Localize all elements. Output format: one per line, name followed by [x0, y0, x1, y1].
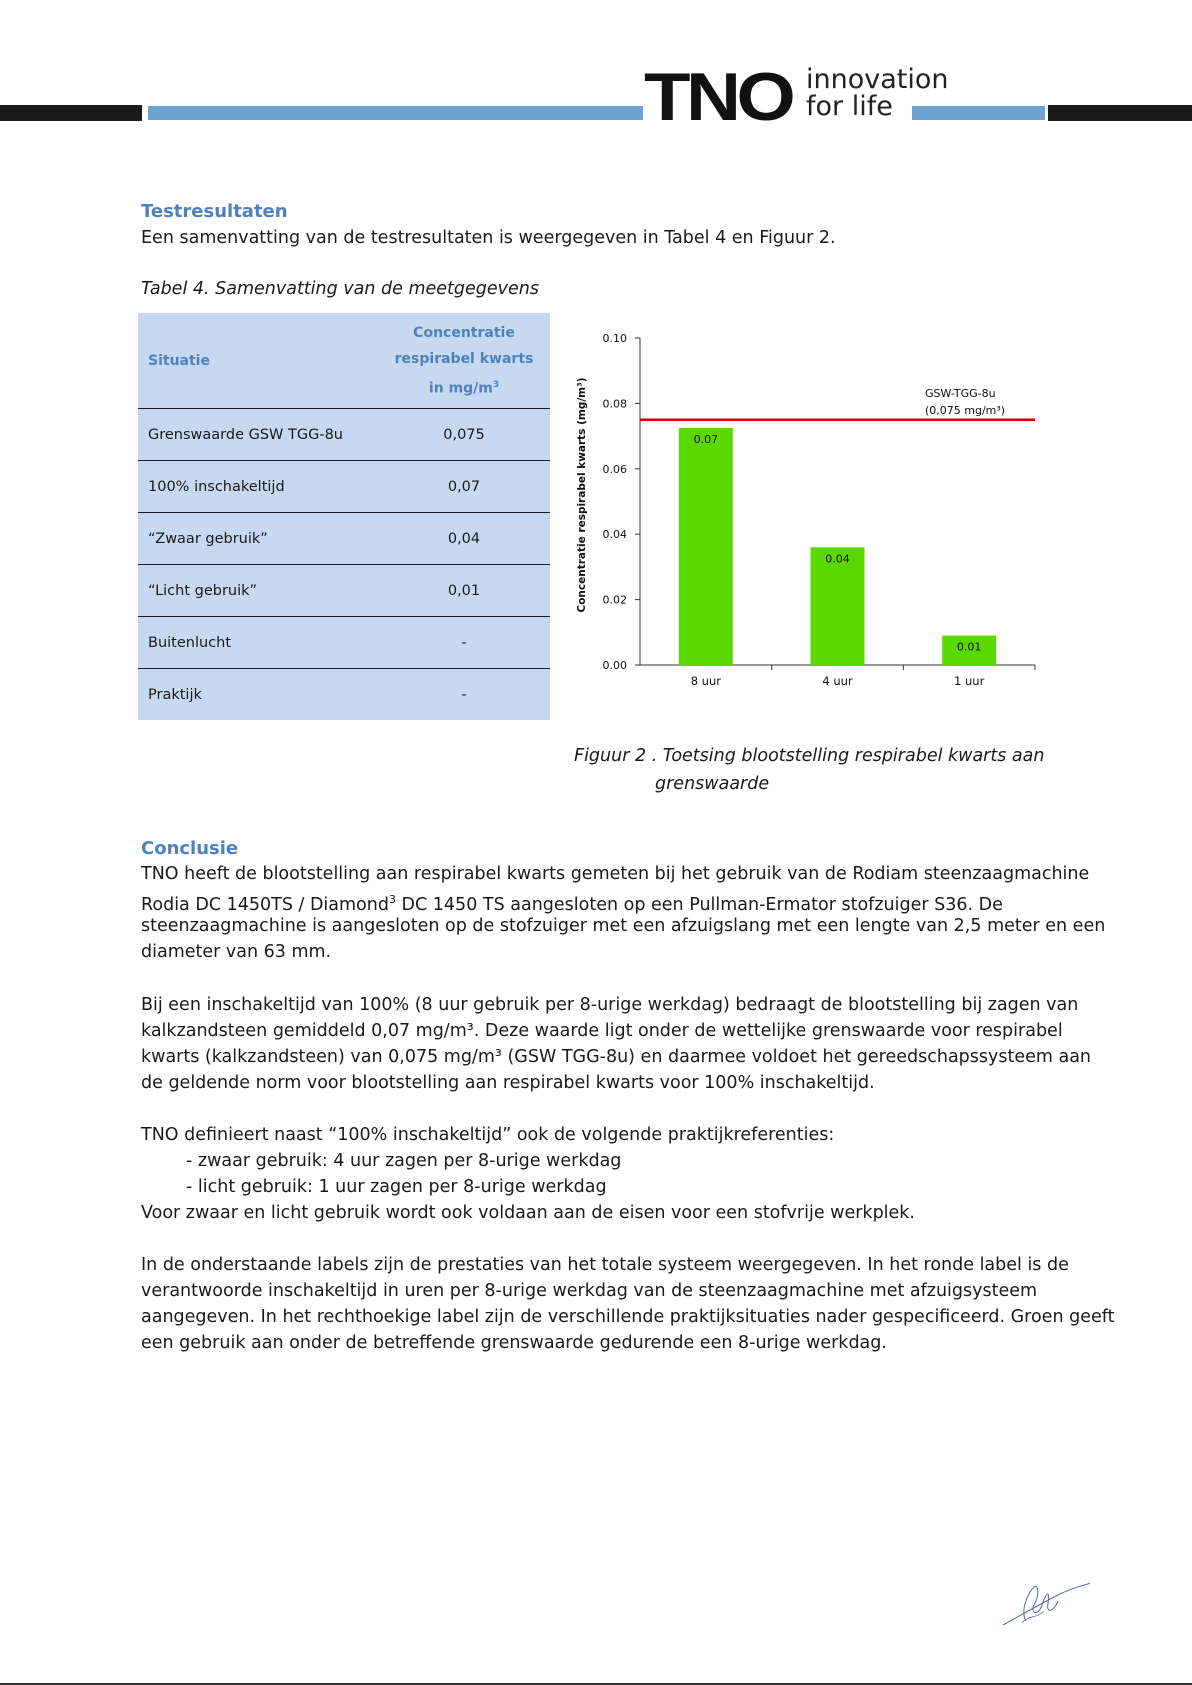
- tno-logo: TNO: [644, 59, 792, 135]
- bar-data-label: 0.04: [825, 552, 850, 566]
- conclusie-p4-line1: In de onderstaande labels zijn de prestaties van het totale systeem weergegeven. In het ronde label is de: [141, 1255, 1069, 1275]
- x-tick-label: 1 uur: [954, 674, 985, 688]
- tno-tagline: [806, 66, 949, 120]
- reference-line-label: GSW-TGG-8u: [925, 387, 996, 400]
- conclusie-p2-line3: kwarts (kalkzandsteen) van 0,075 mg/m³ (GSW TGG-8u) en daarmee voldoet het gereedschapssysteem aan: [141, 1047, 1092, 1067]
- header-situatie: Situatie: [138, 313, 378, 409]
- y-tick-label: 0.02: [602, 593, 627, 607]
- cell-situatie: 100% inschakeltijd: [138, 461, 378, 513]
- header-band-dark-left: [0, 105, 142, 121]
- cell-waarde: 0,075: [378, 409, 550, 461]
- bar: [679, 428, 733, 665]
- p1-line2-part2: DC 1450 TS aangesloten op een Pullman-Ermator stofzuiger S36. De: [395, 894, 1003, 915]
- cell-waarde: 0,07: [378, 461, 550, 513]
- section-title-conclusie: Conclusie: [141, 838, 239, 859]
- p1-line2-part1: Rodia DC 1450TS / Diamond: [141, 894, 389, 915]
- y-tick-label: 0.10: [602, 332, 627, 345]
- cell-waarde: 0,01: [378, 565, 550, 617]
- tagline-line1: innovation: [806, 64, 949, 95]
- x-tick-label: 8 uur: [690, 674, 721, 688]
- cell-situatie: Praktijk: [148, 686, 202, 703]
- cell-situatie: Buitenlucht: [138, 617, 378, 669]
- y-tick-label: 0.08: [602, 397, 627, 411]
- conclusie-p2-line2: kalkzandsteen gemiddeld 0,07 mg/m³. Deze waarde ligt onder de wettelijke grenswaarde voor respirabel: [141, 1021, 1063, 1041]
- cell-waarde: -: [378, 617, 550, 669]
- conclusie-p4-line2: verantwoorde inschakeltijd in uren per 8-urige werkdag van de steenzaagmachine met afzuigsysteem: [141, 1281, 1038, 1301]
- cell-situatie: “Zwaar gebruik”: [138, 513, 378, 565]
- conclusie-bullet-zwaar: - zwaar gebruik: 4 uur zagen per 8-urige werkdag: [186, 1151, 622, 1171]
- conclusie-p2-line1: Bij een inschakeltijd van 100% (8 uur gebruik per 8-urige werkdag) bedraagt de blootstelling bij zagen van: [141, 995, 1079, 1015]
- table-caption: Tabel 4. Samenvatting van de meetgegevens: [141, 279, 539, 299]
- p1-line2-sup: 3: [388, 893, 396, 906]
- section-title-testresultaten: Testresultaten: [141, 201, 288, 222]
- table-row: [138, 669, 550, 721]
- conclusie-p1-line3: steenzaagmachine is aangesloten op de stofzuiger met een afzuigslang met een lengte van 2,5 meter en een: [141, 916, 1106, 936]
- y-tick-label: 0.00: [602, 659, 627, 672]
- conclusie-p3-line1: TNO definieert naast “100% inschakeltijd” ook de volgende praktijkreferenties:: [141, 1125, 835, 1145]
- signature: [998, 1575, 1093, 1635]
- table-row: [138, 617, 550, 669]
- figure-caption-line1: Figuur 2 . Toetsing blootstelling respirabel kwarts aan: [574, 746, 1045, 766]
- figure-caption-line2: grenswaarde: [655, 774, 770, 794]
- table-row: [138, 513, 550, 565]
- conclusie-p4-line4: een gebruik aan onder de betreffende grenswaarde gedurende een 8-urige werkdag.: [141, 1333, 887, 1353]
- cell-waarde: 0,04: [378, 513, 550, 565]
- y-tick-label: 0.06: [602, 462, 627, 476]
- testresultaten-intro: Een samenvatting van de testresultaten is weergegeven in Tabel 4 en Figuur 2.: [141, 228, 836, 248]
- bar-data-label: 0.07: [693, 432, 719, 446]
- table-header-row: [138, 313, 550, 409]
- cell-waarde: -: [461, 686, 467, 703]
- chart-plot-area: [603, 332, 1036, 688]
- header-conc-line2: respirabel kwarts: [394, 350, 534, 367]
- header-conc-line3: [378, 372, 550, 402]
- y-axis-title: Concentratie respirabel kwarts (mg/m³): [576, 377, 588, 613]
- cell-situatie: “Licht gebruik”: [138, 565, 378, 617]
- tagline-line2: for life: [806, 91, 893, 122]
- conclusie-p2-line4: de geldende norm voor blootstelling aan respirabel kwarts voor 100% inschakeltijd.: [141, 1073, 875, 1093]
- table-row: [138, 409, 550, 461]
- bar-chart: [570, 325, 1045, 705]
- x-tick-label: 4 uur: [822, 674, 853, 688]
- table-row: [138, 461, 550, 513]
- header-conc-line1: Concentratie: [413, 324, 515, 341]
- header-band-blue-left: [148, 106, 643, 120]
- reference-line-sublabel: (0,075 mg/m³): [925, 404, 1006, 417]
- conclusie-bullet-licht: - licht gebruik: 1 uur zagen per 8-urige werkdag: [186, 1177, 607, 1197]
- header-conc-sup: 3: [492, 379, 500, 390]
- header-conc-unit: in mg/m: [428, 380, 493, 397]
- conclusie-p1-line1: TNO heeft de blootstelling aan respirabel kwarts gemeten bij het gebruik van de Rodiam steenzaagmachine: [141, 864, 1090, 884]
- header-concentratie: [378, 313, 550, 409]
- conclusie-p1-line4: diameter van 63 mm.: [141, 942, 332, 962]
- meetgegevens-table: [138, 313, 550, 720]
- header-band-dark-right: [1048, 105, 1192, 121]
- table-row: [138, 565, 550, 617]
- conclusie-p4-line3: aangegeven. In het rechthoekige label zijn de verschillende praktijksituaties nader gespecificeerd. Groen geeft: [141, 1307, 1115, 1327]
- y-tick-label: 0.04: [602, 528, 627, 542]
- cell-situatie: Grenswaarde GSW TGG-8u: [138, 409, 378, 461]
- bar-data-label: 0.01: [956, 640, 982, 654]
- conclusie-p3-line2: Voor zwaar en licht gebruik wordt ook voldaan aan de eisen voor een stofvrije werkplek.: [141, 1203, 915, 1223]
